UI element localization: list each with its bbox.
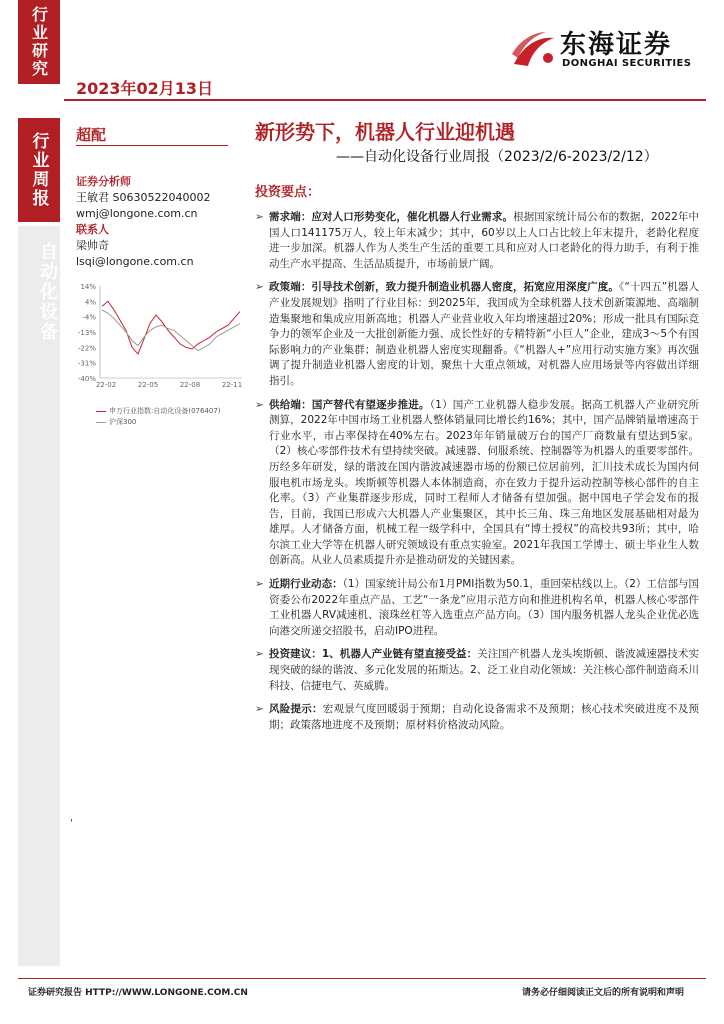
bullet-arrow-icon: ➢ [255, 578, 264, 591]
footer-divider [18, 978, 706, 979]
investment-points-list [255, 210, 699, 741]
company-logo [506, 24, 706, 76]
report-date: 2023年02月13日 [76, 79, 214, 98]
point-risk: ➢ 风险提示：宏观景气度回暖弱于预期；自动化设备需求不及预期；核心技术突破进度不及预期；政策落地进度不及预期；原材料价格波动风险。 [255, 703, 700, 731]
chart-legend [96, 406, 221, 428]
bullet-arrow-icon: ➢ [255, 211, 264, 223]
point-supply: ➢ 供给端：国产替代有望逐步推进。（1）国产工业机器人稳步发展。据高工机器人产业研究所测算，2022年中国市场工业机器人整体销量同比增长约16%；其中，国产品牌销量增速高于行业水平，市占率保持在40%左右。2023年年销量破万台的国产厂商数量有望达到5家。（2）核心零部件技术有望持续突破。减速器、伺服系统、控制器等为机器人的重要零部件。历经多年研发，绿的谐波在国内谐波减速器市场的份额已位居前列，汇川技术成长为国内伺服电机市场龙头。埃斯顿等机器人本体制造商，亦在致力于提升运动控制等核心部件的自主化率。（3）产业集群逐步形成，同时工程师人才储备有望加强。据中国电子学会发布的报告，目前，我国已形成六大机器人产业集聚区，其中长三角、珠三角地区发展基础相对最为雄厚。人才储备方面，机械工程一级学科中，全国具有“博士授权”的高校共93所；其中，哈尔滨工业大学等在机器人研究领域设有重点实验室。2021年我国工学博士、硕士毕业生人数创新高。从业人员素质提升亦是推动研发的关键因素。 [255, 398, 699, 567]
legend-entry-industry: 申万行业指数:自动化设备(076407) [96, 406, 221, 417]
investment-points-title: 投资要点： [255, 185, 321, 200]
report-subtitle: ——自动化设备行业周报（2023/2/6-2023/2/12） [336, 149, 658, 165]
point-investment-advice: ➢ 投资建议：1、机器人产业链有望直接受益：关注国产机器人龙头埃斯顿、谐波减速器技术实现突破的绿的谐波、多元化发展的拓斯达。2、泛工业自动化领域：关注核心部件制造商禾川科技、信捷电气、英威腾。 [255, 648, 699, 692]
bullet-arrow-icon: ➢ [255, 398, 264, 411]
analyst-label: 证券分析师 [76, 175, 131, 188]
point-policy: ➢ 政策端：引导技术创新，致力提升制造业机器人密度，拓宽应用深度广度。《“十四五”机器人产业发展规划》指明了行业目标：到2025年，我国成为全球机器人技术创新策源地、高端制造集聚地和集成应用新高地；机器人产业营业收入年均增速超过20%；形成一批具有国际竞争力的领军企业及一大批创新能力强、成长性好的专精特新“小巨人”企业，建成3～5个有国际影响力的产业集群；制造业机器人密度实现翻番。《“机器人+”应用行动实施方案》再次强调了提升制造业机器人密度的计划，聚焦十大重点领域，对机器人应用场景等内容做出详细指引。 [255, 281, 699, 387]
chart-y-tick-label: -4% [82, 313, 96, 322]
chart-x-tick-label: 22-08 [179, 381, 201, 389]
chart-y-tick-label: -22% [77, 344, 96, 353]
chart-y-tick-label: -31% [77, 359, 96, 368]
report-type-tab: 行业研究 [18, 0, 60, 84]
chart-x-tick-label: 22-02 [95, 381, 117, 389]
bullet-arrow-icon: ➢ [255, 703, 264, 716]
report-title: 新形势下，机器人行业迎机遇 [255, 120, 515, 144]
chart-x-tick-label: 22-11 [221, 381, 243, 389]
sidebar-report-category: 行业周报 [18, 118, 60, 222]
bullet-arrow-icon: ➢ [255, 281, 264, 294]
chart-y-tick-label: -40% [77, 375, 96, 383]
chart-y-tick-label: 4% [84, 298, 96, 307]
chart-x-tick-label: 22-05 [137, 381, 159, 389]
logo-chinese-name: 东海证券 [560, 30, 673, 60]
chart-y-tick-label: -13% [77, 329, 96, 337]
analyst-info [76, 174, 210, 270]
contact-label: 联系人 [76, 223, 109, 236]
analyst-name: 王敏君 S0630522040002 [76, 191, 211, 204]
bullet-arrow-icon: ➢ [255, 648, 264, 661]
point-demand: ➢ 需求端：应对人口形势变化，催化机器人行业需求。根据国家统计局公布的数据，2022年中国人口141175万人，较上年末减少；其中，60岁以上人口占比较上年末提升，老龄化程度进一步加深。机器人作为人类生产生活的重要工具和应对人口老龄化的得力助手，有利于推动生产水平提高、生活品质提升，市场前景广阔。 [255, 211, 699, 270]
logo-english-name: DONGHAI SECURITIES [562, 58, 692, 69]
industry-rating: 超配 [76, 126, 107, 144]
contact-email: lsqi@longone.com.cn [76, 255, 194, 268]
header-divider [64, 99, 706, 101]
stray-mark: ' [70, 818, 73, 829]
sidebar-industry-name: 自动化设备 [37, 242, 58, 342]
point-recent-news: ➢ 近期行业动态：（1）国家统计局公布1月PMI指数为50.1，重回荣枯线以上。（2）工信部与国资委公布2022年重点产品、工艺“一条龙”应用示范方向和推进机构名单，机器人核心零部件工业机器人RV减速机、滚珠丝杠等入选重点产品方向。（3）国内服务机器人龙头企业优必选向港交所递交招股书，启动IPO进程。 [255, 578, 699, 637]
contact-name: 梁帅奇 [76, 239, 109, 252]
logo-mark-icon [506, 24, 558, 76]
chart-y-tick-label: 14% [80, 283, 96, 291]
analyst-email: wmj@longone.com.cn [76, 207, 198, 220]
legend-entry-csi300: 沪深300 [96, 417, 221, 428]
rating-underline [76, 145, 228, 146]
footer-website[interactable]: 证券研究报告 HTTP://WWW.LONGONE.COM.CN [28, 988, 248, 998]
footer-disclaimer: 请务必仔细阅读正文后的所有说明和声明 [522, 988, 685, 998]
